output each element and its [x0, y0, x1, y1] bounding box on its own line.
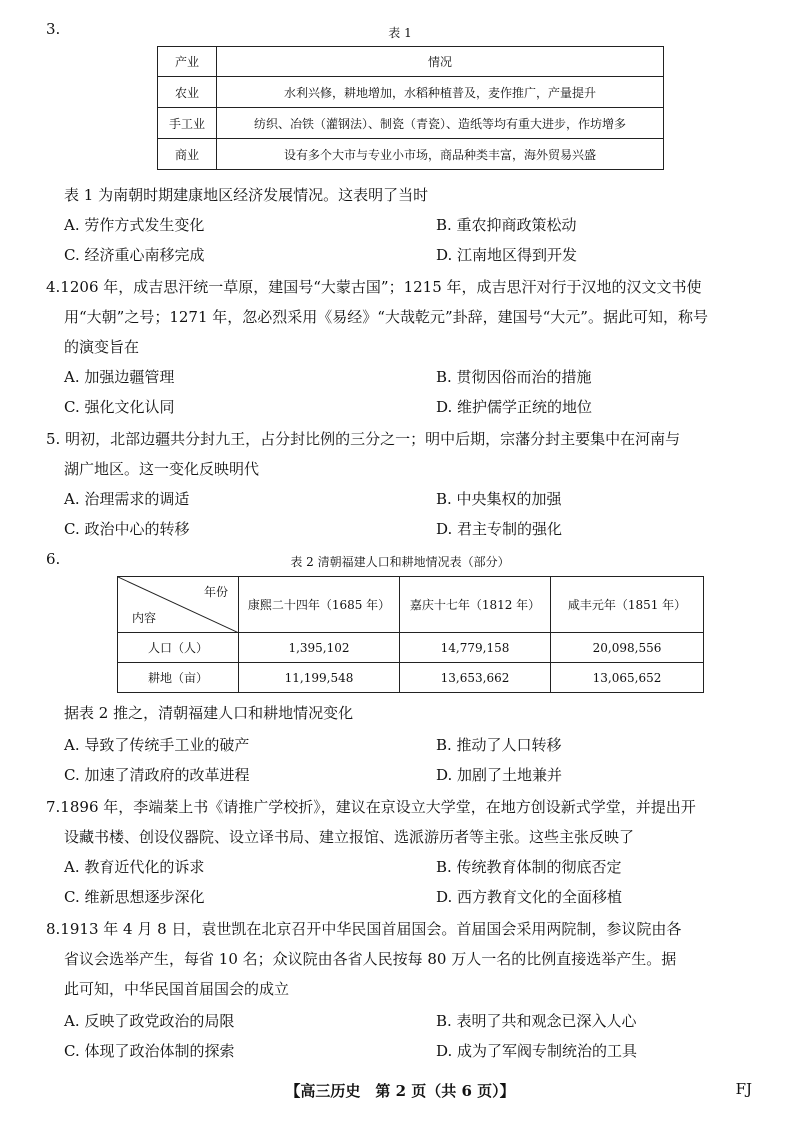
q8-stem-line-3: 此可知，中华民国首届国会的成立 [64, 980, 290, 998]
q5-option-a: A. 治理需求的调适 [64, 490, 190, 508]
q7-option-a: A. 教育近代化的诉求 [64, 858, 205, 876]
q8-option-c: C. 体现了政治体制的探索 [64, 1042, 235, 1060]
q3-table-header-row [158, 47, 664, 77]
q3-option-b: B. 重农抑商政策松动 [436, 216, 577, 234]
q3-option-d: D. 江南地区得到开发 [436, 246, 578, 264]
q3-cell-label: 手工业 [158, 108, 217, 139]
q6-year-1685: 康熙二十四年（1685 年） [239, 577, 400, 633]
q6-cell-value: 1,395,102 [239, 633, 400, 663]
q3-stem: 表 1 为南朝时期建康地区经济发展情况。这表明了当时 [64, 186, 429, 204]
q6-number: 6. [46, 550, 61, 568]
q8-option-d: D. 成为了军阀专制统治的工具 [436, 1042, 638, 1060]
q4-option-b: B. 贯彻因俗而治的措施 [436, 368, 592, 386]
q4-option-c: C. 强化文化认同 [64, 398, 175, 416]
q3-header-situation: 情况 [217, 47, 664, 77]
q8-stem-line-1: 8.1913 年 4 月 8 日，袁世凯在北京召开中华民国首届国会。首届国会采用两院制，参议院由各 [46, 920, 682, 938]
q3-header-industry: 产业 [158, 47, 217, 77]
q8-stem-line-2: 省议会选举产生，每省 10 名；众议院由各省人民按每 80 万人一名的比例直接选举产生。据 [64, 950, 677, 968]
q6-table [117, 576, 704, 693]
q6-row-farmland [118, 663, 704, 693]
q6-cell-value: 11,199,548 [239, 663, 400, 693]
q4-option-d: D. 维护儒学正统的地位 [436, 398, 593, 416]
q8-option-a: A. 反映了政党政治的局限 [64, 1012, 235, 1030]
q3-number: 3. [46, 20, 61, 38]
q7-option-c: C. 维新思想逐步深化 [64, 888, 205, 906]
q6-option-b: B. 推动了人口转移 [436, 736, 562, 754]
q7-option-d: D. 西方教育文化的全面移植 [436, 888, 623, 906]
q8-option-b: B. 表明了共和观念已深入人心 [436, 1012, 637, 1030]
q6-cell-value: 13,653,662 [400, 663, 551, 693]
q7-stem-line-1: 7.1896 年，李端棻上书《请推广学校折》，建议在京设立大学堂，在地方创设新式学堂，并提出开 [46, 798, 696, 816]
q6-option-c: C. 加速了清政府的改革进程 [64, 766, 250, 784]
q5-stem-line-2: 湖广地区。这一变化反映明代 [64, 460, 260, 478]
q6-row-population [118, 633, 704, 663]
q6-year-1851: 咸丰元年（1851 年） [551, 577, 704, 633]
q6-corner-year: 年份 [203, 585, 228, 599]
q3-row-agriculture [158, 77, 664, 108]
q3-cell-label: 农业 [158, 77, 217, 108]
q6-cell-value: 14,779,158 [400, 633, 551, 663]
q3-table-caption: 表 1 [388, 26, 412, 40]
q5-option-b: B. 中央集权的加强 [436, 490, 562, 508]
q6-cell-value: 13,065,652 [551, 663, 704, 693]
q6-option-d: D. 加剧了土地兼并 [436, 766, 563, 784]
q4-option-a: A. 加强边疆管理 [64, 368, 175, 386]
q6-stem: 据表 2 推之，清朝福建人口和耕地情况变化 [64, 704, 354, 722]
q3-option-c: C. 经济重心南移完成 [64, 246, 205, 264]
q5-option-c: C. 政治中心的转移 [64, 520, 190, 538]
q4-stem-line-3: 的演变旨在 [64, 338, 140, 356]
q5-option-d: D. 君主专制的强化 [436, 520, 563, 538]
q6-year-1812: 嘉庆十七年（1812 年） [400, 577, 551, 633]
q3-cell-label: 商业 [158, 139, 217, 170]
q6-corner-content: 内容 [132, 611, 157, 625]
q3-table [157, 46, 664, 170]
q3-cell-detail: 设有多个大市与专业小市场，商品种类丰富，海外贸易兴盛 [217, 139, 664, 170]
q6-corner-cell [118, 577, 239, 633]
q6-table-header-row [118, 577, 704, 633]
q6-table-caption: 表 2 清朝福建人口和耕地情况表（部分） [290, 555, 510, 569]
q7-option-b: B. 传统教育体制的彻底否定 [436, 858, 622, 876]
q6-option-a: A. 导致了传统手工业的破产 [64, 736, 250, 754]
q3-row-handicraft [158, 108, 664, 139]
q6-cell-value: 20,098,556 [551, 633, 704, 663]
footer-page-info: 【高三历史 第 2 页（共 6 页）】 [285, 1082, 515, 1100]
q6-row-label: 人口（人） [118, 633, 239, 663]
q4-stem-line-1: 4.1206 年，成吉思汗统一草原，建国号“大蒙古国”；1215 年，成吉思汗对行于汉地的汉文文书使 [46, 278, 702, 296]
q3-row-commerce [158, 139, 664, 170]
q3-cell-detail: 水利兴修，耕地增加，水稻种植普及，麦作推广，产量提升 [217, 77, 664, 108]
footer-code: FJ [735, 1080, 752, 1098]
q5-stem-line-1: 5. 明初，北部边疆共分封九王，占分封比例的三分之一；明中后期，宗藩分封主要集中在河南与 [46, 430, 681, 448]
q6-row-label: 耕地（亩） [118, 663, 239, 693]
q3-cell-detail: 纺织、冶铁（灌钢法）、制瓷（青瓷）、造纸等均有重大进步，作坊增多 [217, 108, 664, 139]
q4-stem-line-2: 用“大朝”之号；1271 年，忽必烈采用《易经》“大哉乾元”卦辞，建国号“大元”。据此可知，称号 [64, 308, 708, 326]
q7-stem-line-2: 设藏书楼、创设仪器院、设立译书局、建立报馆、选派游历者等主张。这些主张反映了 [64, 828, 635, 846]
q3-option-a: A. 劳作方式发生变化 [64, 216, 205, 234]
